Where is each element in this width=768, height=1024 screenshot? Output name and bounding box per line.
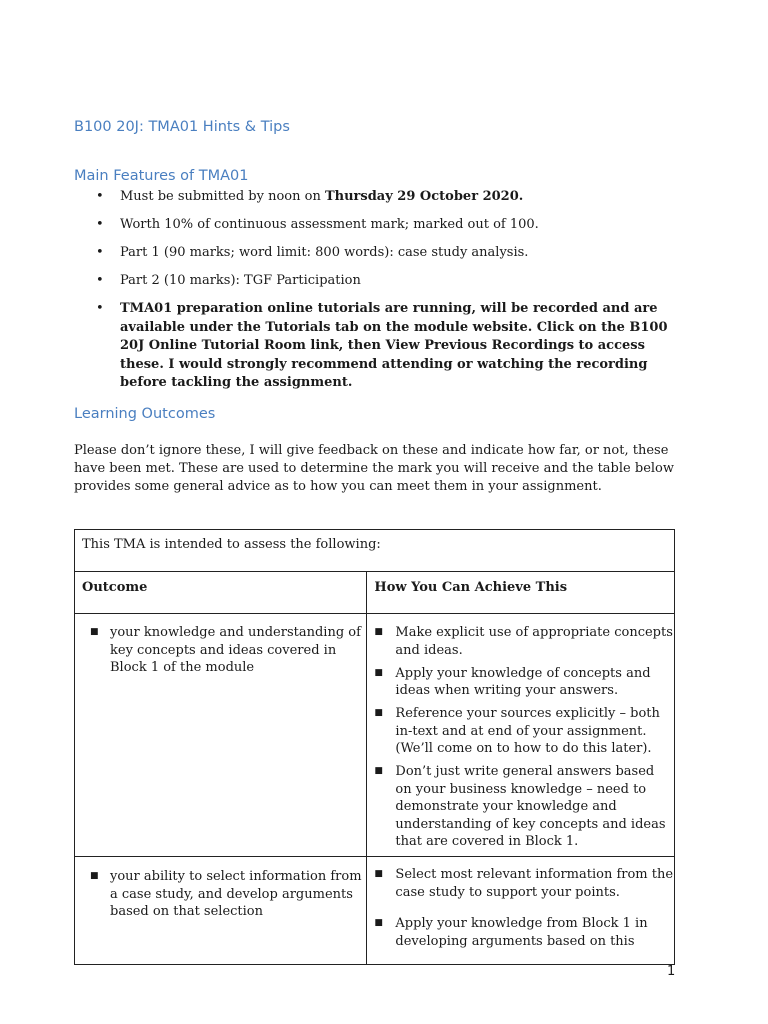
table-row (75, 857, 675, 965)
column-header-achieve: How You Can Achieve This (367, 572, 675, 614)
learning-outcomes-intro: Please don’t ignore these, I will give feedback on these and indicate how far, or not, these have been met. These are used to determine the mark you will receive and the table below provides some general advice as to how you can meet them in your assignment. (74, 443, 674, 494)
list-item: • TMA01 preparation online tutorials are running, will be recorded and are available under the Tutorials tab on the module website. Click on the B100 20J Online Tutorial Room link, then View Previous Recordings to access these. I would strongly recommend attending or watching the recording before tackling the assignment. (96, 301, 668, 390)
list-item: ■ Reference your sources explicitly – both in-text and at end of your assignment. (We’ll come on to how to do this later). (374, 706, 660, 756)
list-item: • Worth 10% of continuous assessment mark; marked out of 100. (74, 216, 684, 235)
list-item: ■ your ability to select information from a case study, and develop arguments based on that selection (90, 869, 362, 919)
list-item: ■ Apply your knowledge of concepts and ideas when writing your answers. (374, 665, 651, 698)
list-item: • Part 1 (90 marks; word limit: 800 words): case study analysis. (74, 244, 684, 263)
learning-outcomes-heading: Learning Outcomes (74, 406, 216, 422)
square-bullet-icon: ■ (90, 627, 99, 637)
bullet-icon: • (96, 301, 104, 316)
list-item: ■ Make explicit use of appropriate concepts and ideas. (374, 625, 673, 658)
table-caption: This TMA is intended to assess the following: (75, 530, 675, 572)
achieve-cell (367, 614, 675, 857)
main-features-heading: Main Features of TMA01 (74, 168, 249, 184)
column-header-outcome: Outcome (75, 572, 367, 614)
list-item: • Must be submitted by noon on Thursday 29 October 2020. (74, 188, 684, 207)
bullet-icon: • (96, 245, 104, 260)
outcome-cell (75, 614, 367, 857)
bullet-icon: • (96, 273, 104, 288)
outcome-cell (75, 857, 367, 965)
square-bullet-icon: ■ (374, 667, 383, 678)
main-features-list (74, 188, 684, 402)
table-row (75, 614, 675, 857)
list-item: ■ Select most relevant information from the case study to support your points. (374, 867, 674, 900)
list-item: ■ Apply your knowledge from Block 1 in developing arguments based on this (374, 916, 648, 949)
outcomes-table (74, 529, 675, 965)
list-item: ■ your knowledge and understanding of key concepts and ideas covered in Block 1 of the module (90, 625, 361, 675)
list-item: ■ Don’t just write general answers based on your business knowledge – need to demonstrate your knowledge and understanding of key concepts and ideas that are covered in Block 1. (374, 764, 666, 849)
achieve-cell (367, 857, 675, 965)
square-bullet-icon: ■ (374, 766, 383, 776)
document-title: B100 20J: TMA01 Hints & Tips (74, 119, 290, 135)
page-number: 1 (667, 964, 676, 979)
square-bullet-icon: ■ (374, 918, 383, 928)
square-bullet-icon: ■ (374, 627, 383, 637)
square-bullet-icon: ■ (374, 869, 383, 879)
bullet-icon: • (96, 189, 104, 204)
square-bullet-icon: ■ (374, 708, 383, 718)
list-item: • Part 2 (10 marks): TGF Participation (74, 272, 684, 291)
square-bullet-icon: ■ (90, 871, 99, 881)
bullet-icon: • (96, 217, 104, 232)
